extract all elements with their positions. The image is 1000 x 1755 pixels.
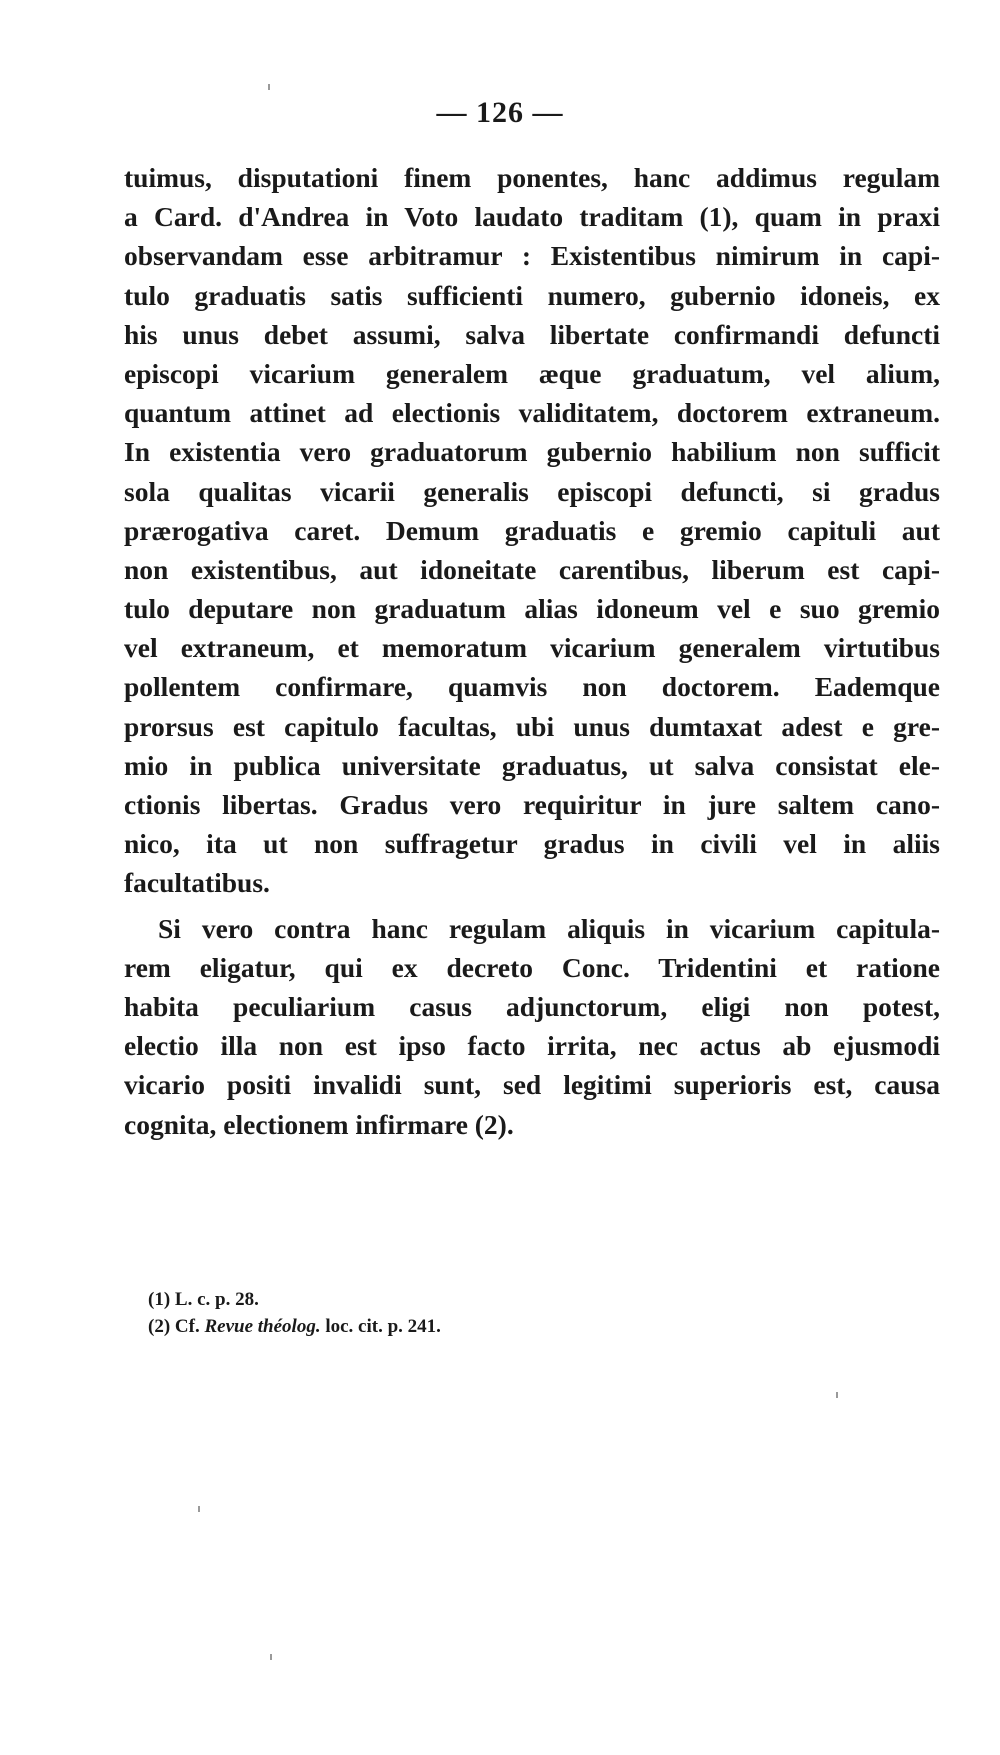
scan-speck bbox=[268, 84, 270, 90]
text-line: nico, ita ut non suffragetur gradus in civili vel in aliis bbox=[124, 828, 940, 860]
text-line: rem eligatur, qui ex decreto Conc. Tridentini et ratione bbox=[124, 951, 940, 983]
text-line: tulo graduatis satis sufficienti numero, gubernio idoneis, ex bbox=[124, 279, 940, 311]
text-line: his unus debet assumi, salva libertate confirmandi defuncti bbox=[124, 318, 940, 350]
footnote-mark: (1) bbox=[148, 1289, 171, 1310]
footnote-text: L. c. p. 28. bbox=[174, 1289, 259, 1310]
footnote-1 bbox=[148, 1286, 441, 1313]
footnote-2 bbox=[148, 1313, 441, 1340]
footnote-text: Cf. bbox=[174, 1316, 200, 1337]
body-text bbox=[124, 158, 940, 1144]
text-line: ctionis libertas. Gradus vero requiritur in jure saltem cano- bbox=[124, 789, 940, 820]
text-line: vel extraneum, et memoratum vicarium generalem virtutibus bbox=[124, 632, 940, 664]
text-line: quantum attinet ad electionis validitatem, doctorem extraneum. bbox=[124, 397, 940, 429]
text-line: pollentem confirmare, quamvis non doctorem. Eademque bbox=[124, 671, 940, 703]
footnote-text: loc. cit. p. 241. bbox=[325, 1316, 441, 1337]
text-line: sola qualitas vicarii generalis episcopi defuncti, si gradus bbox=[124, 475, 940, 507]
text-line: habita peculiarium casus adjunctorum, eligi non potest, bbox=[124, 990, 940, 1022]
text-line: a Card. d'Andrea in Voto laudato traditam (1), quam in praxi bbox=[124, 201, 940, 233]
text-line: In existentia vero graduatorum gubernio habilium non sufficit bbox=[124, 436, 940, 468]
paragraph-1 bbox=[124, 158, 940, 903]
text-line: vicario positi invalidi sunt, sed legitimi superioris est, causa bbox=[124, 1069, 940, 1101]
text-line: observandam esse arbitramur : Existentibus nimirum in capi- bbox=[124, 240, 940, 272]
page-number: — 126 — bbox=[436, 96, 564, 129]
text-line: prorsus est capitulo facultas, ubi unus dumtaxat adest e gre- bbox=[124, 710, 940, 742]
text-line: tulo deputare non graduatum alias idoneum vel e suo gremio bbox=[124, 593, 940, 625]
footnote-italic-title: Revue théolog. bbox=[204, 1316, 321, 1337]
text-line: prærogativa caret. Demum graduatis e gremio capituli aut bbox=[124, 514, 940, 546]
text-line: non existentibus, aut idoneitate carentibus, liberum est capi- bbox=[124, 553, 940, 585]
text-line: episcopi vicarium generalem æque graduatum, vel alium, bbox=[124, 357, 940, 389]
scan-speck bbox=[270, 1654, 272, 1660]
footnote-mark: (2) bbox=[148, 1316, 171, 1337]
text-line: mio in publica universitate graduatus, ut salva consistat ele- bbox=[124, 749, 940, 781]
text-line: facultatibus. bbox=[124, 867, 270, 899]
footnotes bbox=[148, 1286, 441, 1340]
scan-speck bbox=[198, 1506, 200, 1512]
text-line: tuimus, disputationi finem ponentes, hanc addimus regulam bbox=[124, 162, 940, 193]
text-line: electio illa non est ipso facto irrita, nec actus ab ejusmodi bbox=[124, 1030, 940, 1062]
paragraph-2 bbox=[124, 909, 940, 1144]
text-line: Si vero contra hanc regulam aliquis in vicarium capitula- bbox=[158, 912, 940, 944]
scan-speck bbox=[836, 1392, 838, 1398]
text-line: cognita, electionem infirmare (2). bbox=[124, 1108, 514, 1140]
